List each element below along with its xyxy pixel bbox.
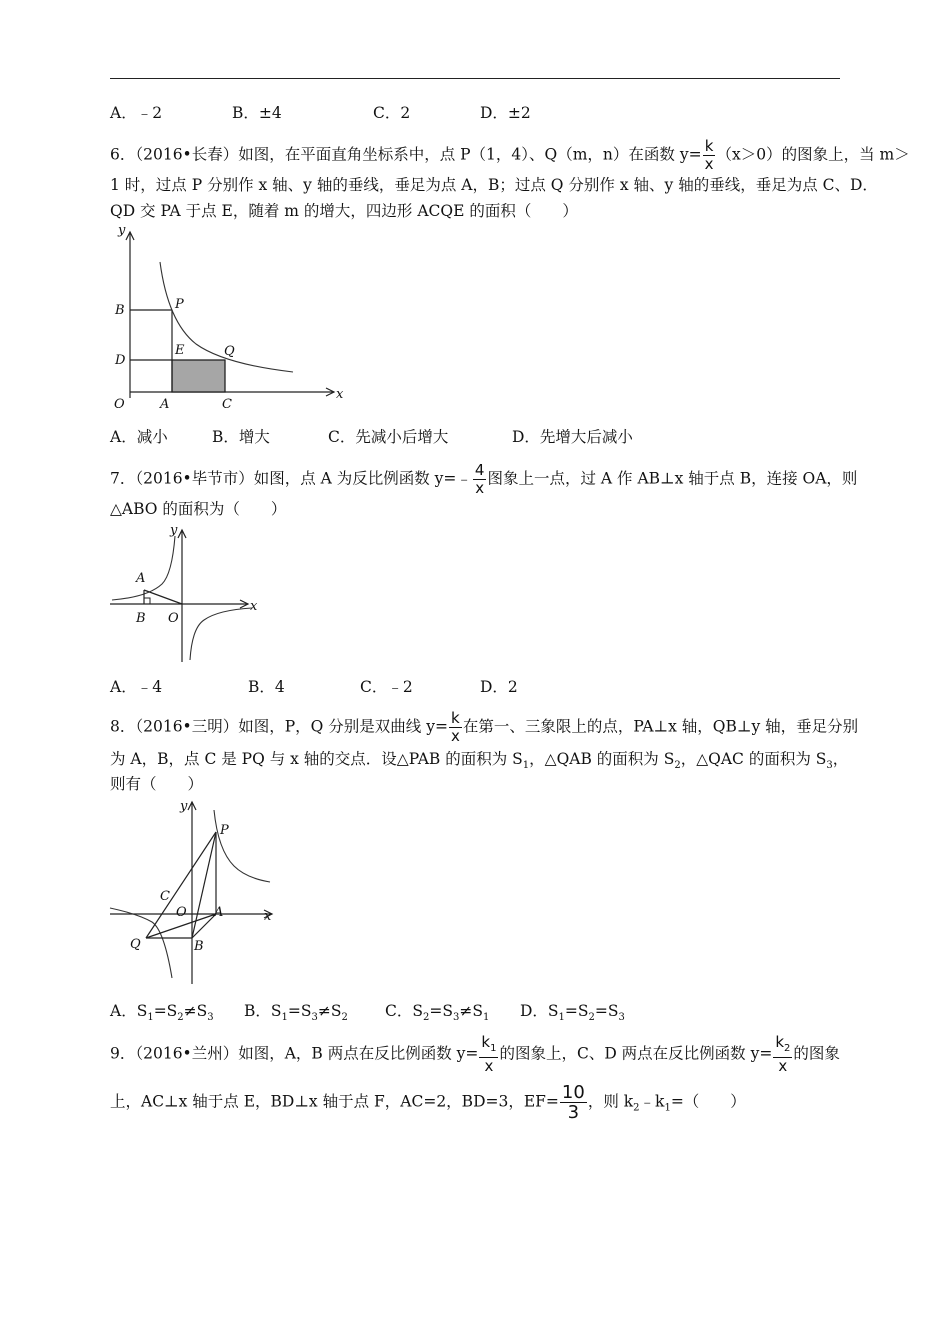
q8-option-b	[244, 999, 348, 1023]
q6-option-a: A．减小	[110, 428, 168, 446]
q9-frac2-sub: 2	[784, 1043, 791, 1054]
q8-opt-d-m1: =S	[564, 1002, 589, 1020]
q6-line-1	[110, 137, 910, 173]
q9-text-2c: ﹣k	[639, 1092, 665, 1111]
q8-line-1	[110, 709, 859, 745]
q6-label-p: P	[175, 297, 184, 312]
q9-fraction-3	[560, 1083, 587, 1122]
q9-text-2d: =（ ）	[670, 1092, 746, 1111]
q8-line-2	[110, 749, 849, 776]
q8-branch-3	[110, 908, 172, 978]
q8-label-o: O	[176, 905, 187, 920]
q7-branch-4	[190, 608, 252, 660]
q7-line-2: △ABO 的面积为（ ）	[110, 500, 287, 518]
q6-label-x: x	[336, 387, 344, 402]
q8-label-b: B	[194, 939, 204, 954]
q8-option-d	[520, 999, 625, 1023]
q6-label-c: C	[222, 397, 232, 412]
q8-sub-1: 1	[522, 760, 530, 772]
q6-frac-den: x	[704, 155, 714, 173]
q8-opt-b-pre: B．S	[244, 1002, 282, 1020]
q6-figure	[108, 222, 353, 418]
q5-option-a: A．﹣2	[110, 104, 163, 122]
q8-text-1b: 在第一、三象限上的点，PA⊥x 轴，QB⊥y 轴，垂足分别	[462, 717, 859, 736]
q8-opt-b-s3: 2	[341, 1012, 348, 1024]
q9-frac2-num	[773, 1034, 792, 1058]
q7-option-a: A．﹣4	[110, 678, 163, 696]
q8-opt-c-m2: ≠S	[459, 1002, 483, 1020]
q8-opt-a-s1: 1	[147, 1012, 154, 1024]
q9-sub-a: 2	[633, 1102, 640, 1114]
q6-text-1a: 6．（2016•长春）如图，在平面直角坐标系中，点 P（1，4）、Q（m，n）在函数 y=	[110, 145, 702, 164]
q6-label-q: Q	[224, 344, 235, 359]
q7-option-c: C．﹣2	[360, 678, 413, 696]
q6-line-3: QD 交 PA 于点 E，随着 m 的增大，四边形 ACQE 的面积（ ）	[110, 202, 578, 220]
q9-frac2-den: x	[778, 1057, 788, 1075]
q8-label-x: x	[264, 909, 272, 924]
q8-frac-num: k	[451, 709, 460, 727]
q8-label-q: Q	[130, 937, 141, 952]
q7-option-b: B．4	[248, 678, 285, 696]
q8-opt-c-s3: 1	[482, 1012, 490, 1024]
q8-opt-a-pre: A．S	[110, 1002, 148, 1020]
q6-option-d: D．先增大后减小	[512, 428, 633, 446]
top-rule	[110, 78, 840, 79]
q8-opt-a-s3: 3	[207, 1012, 214, 1024]
q9-frac1-num	[479, 1034, 498, 1058]
q7-text-1a: 7．（2016•毕节市）如图，点 A 为反比例函数 y=﹣	[110, 469, 472, 488]
q8-branch-1	[214, 810, 270, 882]
q8-fraction	[449, 710, 462, 745]
q6-shaded-acqe	[172, 360, 225, 392]
q9-frac1-den: x	[484, 1057, 494, 1075]
q8-opt-c-s2: 3	[452, 1012, 460, 1024]
q8-text-2d: ，	[832, 750, 849, 768]
q8-opt-d-s1: 1	[558, 1012, 565, 1024]
q8-line-bp	[192, 832, 216, 938]
q8-sub-2: 2	[674, 760, 681, 772]
q8-opt-d-m2: =S	[594, 1002, 619, 1020]
q8-text-2a: 为 A，B，点 C 是 PQ 与 x 轴的交点．设△PAB 的面积为 S	[110, 750, 523, 768]
q8-opt-d-pre: D．S	[520, 1002, 559, 1020]
q7-right-angle	[144, 598, 150, 604]
q9-text-2b: ，则 k	[587, 1092, 634, 1111]
q8-option-a	[110, 999, 214, 1023]
q6-label-b: B	[115, 303, 125, 318]
q7-frac-den: x	[475, 479, 485, 497]
q8-opt-b-s2: 3	[311, 1012, 318, 1024]
q8-label-y: y	[180, 799, 188, 814]
q9-frac1-k: k	[481, 1033, 491, 1051]
q8-label-p: P	[220, 823, 229, 838]
q9-text-1a: 9．（2016•兰州）如图，A，B 两点在反比例函数 y=	[110, 1044, 479, 1063]
q8-label-a: A	[214, 905, 224, 920]
q7-label-y: y	[170, 523, 178, 538]
q8-opt-a-m2: ≠S	[183, 1002, 208, 1020]
q8-line-qp	[146, 832, 216, 938]
q6-label-a: A	[160, 397, 170, 412]
q8-opt-b-m2: ≠S	[317, 1002, 342, 1020]
q9-line-1	[110, 1034, 842, 1075]
q9-line-2	[110, 1083, 842, 1122]
q9-text-1b: 的图象上，C、D 两点在反比例函数 y=	[499, 1044, 773, 1063]
q8-figure	[108, 796, 288, 988]
q6-text-1b: （x＞0）的图象上，当 m＞	[716, 145, 910, 164]
q8-text-2b: ，△QAB 的面积为 S	[529, 750, 675, 768]
q6-label-d: D	[115, 353, 126, 368]
q6-label-y: y	[118, 223, 126, 238]
q7-label-x: x	[250, 599, 258, 614]
q8-opt-c-m1: =S	[429, 1002, 453, 1020]
q6-line-2: 1 时，过点 P 分别作 x 轴、y 轴的垂线，垂足为点 A，B；过点 Q 分别作 x 轴、y 轴的垂线，垂足为点 C、D．	[110, 176, 878, 194]
q9-fraction-2	[773, 1034, 792, 1075]
q7-label-b: B	[136, 611, 146, 626]
q8-opt-a-s2: 2	[177, 1012, 184, 1024]
q9-fraction-1	[479, 1034, 498, 1075]
q8-opt-a-m1: =S	[153, 1002, 178, 1020]
q9-frac3-den: 3	[567, 1102, 580, 1123]
q5-option-c: C．2	[373, 104, 411, 122]
q7-option-d: D．2	[480, 678, 518, 696]
q9-frac2-k: k	[775, 1033, 785, 1051]
q9-text-2a: 上，AC⊥x 轴于点 E，BD⊥x 轴于点 F，AC=2，BD=3，EF=	[110, 1092, 559, 1111]
q8-opt-b-s1: 1	[281, 1012, 288, 1024]
q6-fraction	[703, 138, 716, 173]
q6-label-o: O	[114, 397, 125, 412]
q7-label-o: O	[168, 611, 179, 626]
q5-option-b: B．±4	[232, 104, 282, 122]
q9-frac1-sub: 1	[490, 1043, 497, 1054]
q8-option-c	[385, 999, 489, 1023]
q7-line-1	[110, 461, 858, 497]
q8-frac-den: x	[450, 727, 460, 745]
q7-frac-num: 4	[474, 461, 485, 479]
q8-opt-d-s3: 3	[618, 1012, 625, 1024]
q6-option-c: C．先减小后增大	[328, 428, 449, 446]
q8-opt-c-pre: C．S	[385, 1002, 423, 1020]
q7-fraction	[473, 462, 487, 497]
q8-text-1a: 8．（2016•三明）如图，P，Q 分别是双曲线 y=	[110, 717, 448, 736]
q8-label-c: C	[160, 889, 170, 904]
q7-label-a: A	[136, 571, 146, 586]
q8-text-2c: ，△QAC 的面积为 S	[680, 750, 827, 768]
q5-option-d: D．±2	[480, 104, 531, 122]
q9-frac3-num: 10	[561, 1082, 585, 1103]
q8-opt-d-s2: 2	[588, 1012, 595, 1024]
q6-option-b: B．增大	[212, 428, 270, 446]
q7-text-1b: 图象上一点，过 A 作 AB⊥x 轴于点 B，连接 OA，则	[487, 469, 858, 488]
q8-line-3: 则有（ ）	[110, 775, 204, 793]
q8-sub-3: 3	[826, 760, 833, 772]
q9-sub-b: 1	[664, 1102, 671, 1114]
q7-figure	[108, 520, 268, 666]
q8-opt-b-m1: =S	[287, 1002, 312, 1020]
q6-label-e: E	[175, 343, 185, 358]
q8-opt-c-s1: 2	[422, 1012, 430, 1024]
q6-frac-num: k	[704, 137, 714, 155]
q9-text-1c: 的图象	[793, 1044, 840, 1063]
